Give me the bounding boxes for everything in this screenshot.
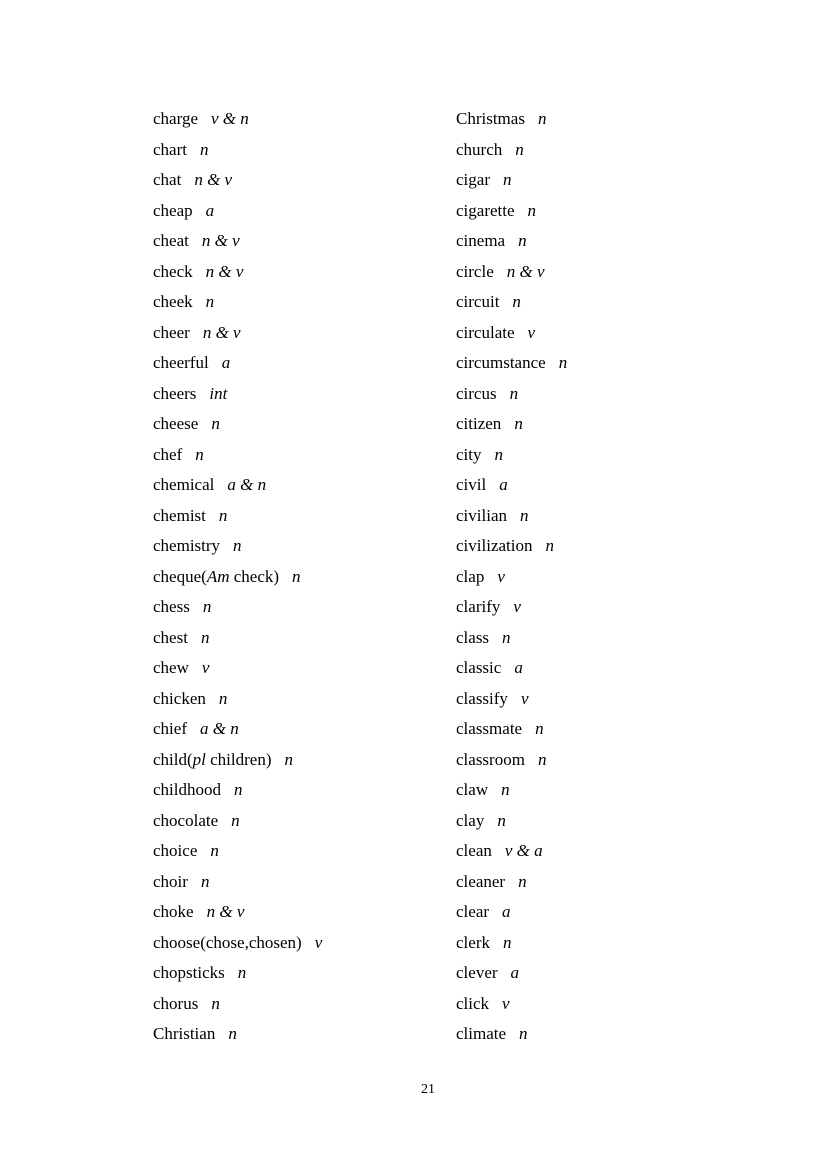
part-of-speech: n (211, 414, 220, 433)
word-text: childhood (153, 780, 221, 799)
word-entry (153, 165, 322, 196)
word-entry (456, 470, 567, 501)
word-text: cheerful (153, 353, 209, 372)
part-of-speech: n & v (206, 902, 245, 921)
word-text: cinema (456, 231, 506, 250)
part-of-speech: n & v (205, 261, 244, 281)
word-entry (153, 989, 322, 1020)
word-entry (153, 531, 322, 562)
word-text: chemistry (153, 536, 221, 555)
word-entry (153, 196, 322, 227)
part-of-speech: a (221, 353, 231, 372)
part-of-speech: a (499, 475, 508, 494)
word-text: civil (456, 475, 487, 494)
word-text: church (456, 139, 503, 159)
part-of-speech: n (199, 139, 209, 159)
word-text: chat (153, 170, 182, 189)
word-entry (153, 562, 322, 593)
part-of-speech: n (515, 139, 524, 159)
word-text: Christmas (456, 109, 525, 128)
word-text: cigarette (456, 200, 515, 220)
part-of-speech: n (234, 780, 243, 799)
word-entry (153, 501, 322, 532)
word-entry (456, 104, 567, 135)
word-text: civilization (456, 536, 533, 555)
part-of-speech: n (210, 841, 219, 860)
word-text: classify (456, 688, 508, 708)
word-text: child(pl children) (153, 749, 272, 769)
word-entry (153, 958, 322, 989)
word-entry (456, 745, 567, 776)
part-of-speech: n (218, 505, 228, 525)
word-entry (456, 531, 567, 562)
word-text: climate (456, 1024, 507, 1043)
part-of-speech: n (514, 414, 523, 433)
word-text: chemist (153, 505, 206, 525)
word-entry (153, 836, 322, 867)
word-text: chorus (153, 993, 199, 1013)
word-text: chopsticks (153, 963, 225, 982)
word-entry (456, 775, 567, 806)
word-entry (456, 714, 567, 745)
word-entry (153, 470, 322, 501)
word-entry (456, 897, 567, 928)
word-text: check (153, 261, 193, 281)
word-entry (456, 501, 567, 532)
word-entry (456, 196, 567, 227)
word-entry (456, 379, 567, 410)
word-text: chemical (153, 475, 215, 494)
part-of-speech: v (314, 932, 323, 952)
word-entry (456, 653, 567, 684)
word-entry (456, 836, 567, 867)
word-text: circus (456, 383, 497, 403)
word-entry (153, 928, 322, 959)
word-entry (456, 287, 567, 318)
part-of-speech: n (537, 749, 547, 769)
word-entry (153, 440, 322, 471)
part-of-speech: n (502, 932, 512, 952)
word-text: civilian (456, 505, 507, 525)
word-text: clarify (456, 597, 501, 616)
word-entry (456, 440, 567, 471)
word-list-column-right (456, 104, 567, 1050)
word-entry (456, 409, 567, 440)
part-of-speech: n (211, 993, 220, 1013)
part-of-speech: v (527, 322, 536, 342)
part-of-speech: n (195, 444, 204, 464)
part-of-speech: n & v (202, 322, 241, 342)
word-entry (456, 257, 567, 288)
word-text: cheese (153, 414, 199, 433)
word-text: choose(chose,chosen) (153, 932, 302, 952)
word-entry (153, 135, 322, 166)
word-entry (153, 287, 322, 318)
word-entry (456, 867, 567, 898)
part-of-speech: v (513, 597, 521, 616)
word-text: clever (456, 963, 498, 982)
word-entry (153, 775, 322, 806)
word-text: charge (153, 109, 198, 128)
word-entry (456, 226, 567, 257)
part-of-speech: n (518, 231, 527, 250)
word-text: chart (153, 139, 187, 159)
part-of-speech: n (200, 871, 210, 891)
word-text: clay (456, 810, 485, 830)
word-text: cheer (153, 322, 190, 342)
part-of-speech: n (545, 536, 554, 555)
word-text: cheek (153, 292, 193, 311)
part-of-speech: n (519, 505, 529, 525)
part-of-speech: a (205, 200, 215, 220)
word-entry (153, 745, 322, 776)
part-of-speech: n (535, 719, 544, 738)
part-of-speech: n (527, 200, 537, 220)
word-text: chew (153, 658, 189, 677)
word-entry (456, 989, 567, 1020)
word-text: click (456, 993, 490, 1013)
part-of-speech: n (292, 566, 301, 586)
part-of-speech: n (502, 627, 511, 647)
part-of-speech: n & v (506, 261, 545, 281)
part-of-speech: v (201, 658, 210, 677)
word-text: cleaner (456, 871, 506, 891)
word-text: circulate (456, 322, 515, 342)
part-of-speech: int (209, 383, 228, 403)
word-text: citizen (456, 414, 502, 433)
word-entry (153, 592, 322, 623)
part-of-speech: a & n (227, 475, 267, 494)
word-entry (456, 958, 567, 989)
part-of-speech: n (233, 536, 242, 555)
word-entry (153, 653, 322, 684)
word-entry (153, 806, 322, 837)
word-text: choice (153, 841, 198, 860)
word-entry (153, 623, 322, 654)
part-of-speech: n (200, 627, 210, 647)
word-entry (456, 684, 567, 715)
word-entry (456, 592, 567, 623)
part-of-speech: v (502, 993, 510, 1013)
part-of-speech: n & v (201, 231, 240, 250)
word-text: cheat (153, 231, 189, 250)
word-text: circle (456, 261, 494, 281)
word-entry (153, 226, 322, 257)
word-entry (456, 135, 567, 166)
word-text: chef (153, 444, 183, 464)
word-text: Christian (153, 1024, 216, 1043)
part-of-speech: n (202, 597, 212, 616)
word-text: circumstance (456, 353, 546, 372)
word-text: choir (153, 871, 188, 891)
word-entry (153, 867, 322, 898)
word-text: classic (456, 658, 502, 677)
part-of-speech: n (497, 810, 506, 830)
part-of-speech: v & a (504, 841, 543, 860)
word-text: cheque(Am check) (153, 566, 280, 586)
part-of-speech: n (284, 749, 293, 769)
word-entry (456, 623, 567, 654)
part-of-speech: n (218, 688, 228, 708)
word-text: choke (153, 902, 194, 921)
word-entry (456, 165, 567, 196)
word-text: chief (153, 719, 187, 738)
word-text: chest (153, 627, 188, 647)
part-of-speech: a (514, 658, 523, 677)
part-of-speech: v (497, 566, 505, 586)
part-of-speech: n (509, 383, 519, 403)
word-entry (153, 348, 322, 379)
word-text: cheap (153, 200, 193, 220)
part-of-speech: n (518, 871, 527, 891)
part-of-speech: v & n (211, 109, 249, 128)
word-entry (153, 257, 322, 288)
word-text: classroom (456, 749, 525, 769)
word-text: clap (456, 566, 485, 586)
part-of-speech: n (237, 963, 247, 982)
part-of-speech: a (502, 902, 511, 921)
part-of-speech: n (228, 1024, 237, 1043)
word-entry (456, 562, 567, 593)
word-text: class (456, 627, 490, 647)
part-of-speech: n (205, 292, 215, 311)
part-of-speech: v (520, 688, 529, 708)
word-text: claw (456, 780, 489, 799)
word-entry (153, 1019, 322, 1050)
page-number: 21 (421, 1082, 435, 1097)
part-of-speech: a (510, 963, 520, 982)
word-entry (456, 1019, 567, 1050)
word-text: clerk (456, 932, 490, 952)
word-entry (456, 318, 567, 349)
word-entry (456, 928, 567, 959)
part-of-speech: n (231, 810, 240, 830)
word-text: chocolate (153, 810, 219, 830)
word-text: circuit (456, 292, 500, 311)
word-text: chicken (153, 688, 206, 708)
word-text: clear (456, 902, 490, 921)
part-of-speech: n (494, 444, 503, 464)
part-of-speech: n (558, 353, 568, 372)
word-text: classmate (456, 719, 523, 738)
word-text: chess (153, 597, 190, 616)
word-list-column-left (153, 104, 322, 1050)
part-of-speech: n & v (194, 170, 233, 189)
word-entry (153, 897, 322, 928)
part-of-speech: n (502, 170, 512, 189)
word-entry (456, 348, 567, 379)
word-entry (153, 409, 322, 440)
part-of-speech: n (537, 109, 547, 128)
word-entry (153, 318, 322, 349)
word-entry (153, 379, 322, 410)
part-of-speech: n (519, 1024, 528, 1043)
word-text: clean (456, 841, 492, 860)
word-entry (153, 714, 322, 745)
word-entry (153, 684, 322, 715)
part-of-speech: a & n (199, 719, 239, 738)
word-text: city (456, 444, 482, 464)
word-entry (456, 806, 567, 837)
word-entry (153, 104, 322, 135)
word-text: cigar (456, 170, 490, 189)
part-of-speech: n (501, 780, 510, 799)
word-text: cheers (153, 383, 197, 403)
part-of-speech: n (512, 292, 521, 311)
